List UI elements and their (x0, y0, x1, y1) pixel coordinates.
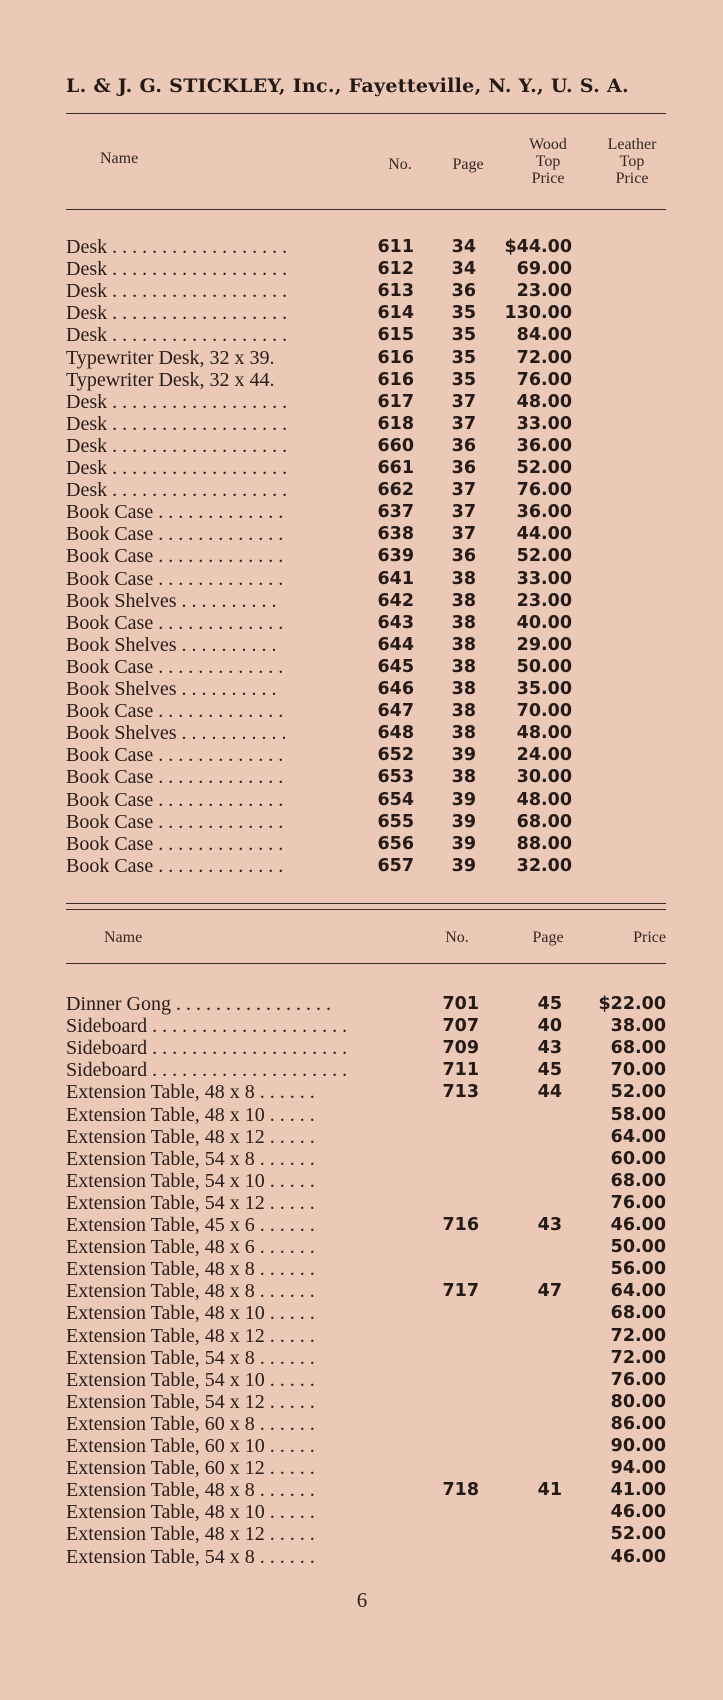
item-name: Extension Table, 48 x 10 . . . . . (66, 1302, 315, 1325)
col-header-price-2: Price (633, 929, 666, 946)
item-number: 638 (377, 524, 414, 545)
item-number: 643 (377, 612, 414, 633)
item-name: Book Shelves . . . . . . . . . . . (66, 722, 287, 745)
item-number: 709 (442, 1038, 479, 1059)
table-row (0, 1479, 723, 1501)
item-name: Book Case . . . . . . . . . . . . . (66, 567, 284, 590)
item-page: 37 (451, 524, 476, 545)
table-row (0, 347, 723, 369)
item-price: $44.00 (504, 237, 572, 257)
table-row (0, 568, 723, 590)
table-row (0, 324, 723, 346)
item-name: Desk . . . . . . . . . . . . . . . . . . (66, 236, 288, 258)
item-number: 641 (377, 568, 414, 589)
item-price: 94.00 (610, 1458, 666, 1479)
item-name: Desk . . . . . . . . . . . . . . . . . . (66, 412, 288, 435)
item-number: 614 (377, 303, 414, 324)
item-price: 40.00 (516, 612, 572, 633)
item-name: Extension Table, 48 x 10 . . . . . (66, 1103, 315, 1126)
item-price: 80.00 (610, 1391, 666, 1412)
table-row (0, 1192, 723, 1214)
item-page: 45 (537, 1060, 562, 1081)
item-number: 616 (377, 369, 414, 390)
item-name: Extension Table, 54 x 8 . . . . . . (66, 1545, 315, 1568)
item-page: 35 (451, 347, 476, 368)
item-price: 46.00 (610, 1502, 666, 1523)
item-number: 615 (377, 325, 414, 346)
table-row (0, 1325, 723, 1347)
item-number: 611 (377, 237, 414, 257)
item-name: Extension Table, 60 x 12 . . . . . (66, 1457, 315, 1480)
item-price: 30.00 (516, 767, 572, 788)
item-name: Desk . . . . . . . . . . . . . . . . . . (66, 390, 288, 413)
item-number: 637 (377, 502, 414, 523)
table-row (0, 1104, 723, 1126)
item-name: Desk . . . . . . . . . . . . . . . . . . (66, 434, 288, 457)
item-name: Extension Table, 48 x 8 . . . . . . (66, 1258, 315, 1281)
item-number: 716 (442, 1215, 479, 1235)
col-header-leather-1: Leather (607, 136, 657, 153)
col-header-no-2: No. (445, 929, 469, 946)
item-name: Extension Table, 48 x 12 . . . . . (66, 1125, 315, 1148)
item-number: 652 (377, 745, 414, 766)
table-row (0, 700, 723, 722)
table-row (0, 1302, 723, 1324)
item-page: 38 (451, 568, 476, 589)
table-row (0, 634, 723, 656)
item-page: 34 (451, 237, 476, 257)
item-page: 35 (451, 303, 476, 324)
item-number: 642 (377, 590, 414, 611)
col-header-name-2: Name (104, 929, 143, 946)
item-page: 39 (451, 811, 476, 832)
item-page: 37 (451, 391, 476, 412)
item-price: 60.00 (610, 1148, 666, 1169)
item-name: Desk . . . . . . . . . . . . . . . . . . (66, 280, 288, 303)
table-row (0, 1015, 723, 1037)
item-page: 36 (451, 546, 476, 567)
item-price: 48.00 (516, 789, 572, 810)
table-row (0, 993, 723, 1015)
item-name: Sideboard . . . . . . . . . . . . . . . . . . . . (66, 1037, 348, 1060)
item-price: 36.00 (516, 502, 572, 523)
item-price: 38.00 (610, 1016, 666, 1037)
item-price: 69.00 (516, 259, 572, 280)
item-page: 38 (451, 634, 476, 655)
table-row (0, 1236, 723, 1258)
section2-header-rule (66, 963, 666, 964)
table-row (0, 811, 723, 833)
col-header-page: Page (452, 156, 484, 173)
table-row (0, 833, 723, 855)
table-row (0, 1081, 723, 1103)
table-row (0, 855, 723, 877)
table-row (0, 1501, 723, 1523)
item-page: 37 (451, 413, 476, 434)
item-price: 84.00 (516, 325, 572, 346)
item-number: 618 (377, 413, 414, 434)
item-name: Typewriter Desk, 32 x 44. (66, 368, 275, 391)
item-page: 38 (451, 656, 476, 677)
table-row (0, 236, 723, 258)
table-row (0, 1214, 723, 1236)
item-name: Extension Table, 54 x 10 . . . . . (66, 1368, 315, 1391)
item-number: 639 (377, 546, 414, 567)
item-price: 46.00 (610, 1215, 666, 1235)
item-price: 52.00 (610, 1524, 666, 1545)
item-name: Extension Table, 54 x 8 . . . . . . (66, 1346, 315, 1369)
item-page: 39 (451, 855, 476, 876)
table-row (0, 413, 723, 435)
item-price: 33.00 (516, 568, 572, 589)
col-header-wood-3: Price (531, 170, 565, 187)
table-row (0, 590, 723, 612)
col-header-leather-2: Top (619, 153, 645, 170)
item-name: Book Case . . . . . . . . . . . . . (66, 766, 284, 789)
table-row (0, 545, 723, 567)
item-page: 38 (451, 679, 476, 699)
item-page: 35 (451, 325, 476, 346)
item-name: Book Shelves . . . . . . . . . . (66, 633, 277, 656)
col-header-wood-1: Wood (529, 136, 567, 153)
item-price: 48.00 (516, 723, 572, 744)
item-price: 29.00 (516, 634, 572, 655)
item-page: 43 (537, 1215, 562, 1235)
item-price: 46.00 (610, 1546, 666, 1567)
item-number: 662 (377, 480, 414, 501)
item-price: 130.00 (504, 303, 572, 324)
item-name: Desk . . . . . . . . . . . . . . . . . . (66, 302, 288, 325)
table-row (0, 391, 723, 413)
col-header-leather-3: Price (615, 170, 649, 187)
item-name: Book Case . . . . . . . . . . . . . (66, 655, 284, 678)
table-row (0, 1059, 723, 1081)
table-row (0, 369, 723, 391)
item-page: 43 (537, 1038, 562, 1059)
table-row (0, 435, 723, 457)
item-page: 38 (451, 612, 476, 633)
item-name: Extension Table, 48 x 8 . . . . . . (66, 1280, 315, 1303)
table-row (0, 1435, 723, 1457)
item-name: Desk . . . . . . . . . . . . . . . . . . (66, 479, 288, 502)
item-number: 653 (377, 767, 414, 788)
item-page: 39 (451, 833, 476, 854)
item-price: 64.00 (610, 1281, 666, 1302)
item-number: 647 (377, 701, 414, 722)
table-row (0, 457, 723, 479)
item-name: Book Case . . . . . . . . . . . . . (66, 832, 284, 855)
table-row (0, 1170, 723, 1192)
item-price: 33.00 (516, 413, 572, 434)
item-number: 713 (442, 1082, 479, 1103)
item-price: 41.00 (610, 1480, 666, 1501)
item-number: 660 (377, 435, 414, 456)
item-price: 35.00 (516, 679, 572, 699)
item-number: 655 (377, 811, 414, 832)
table-row (0, 1258, 723, 1280)
item-page: 37 (451, 480, 476, 501)
item-number: 711 (442, 1060, 479, 1081)
item-number: 645 (377, 656, 414, 677)
item-price: 50.00 (516, 656, 572, 677)
table-row (0, 1148, 723, 1170)
item-number: 646 (377, 679, 414, 699)
item-price: 52.00 (516, 458, 572, 478)
item-price: 76.00 (610, 1369, 666, 1390)
item-price: 70.00 (610, 1060, 666, 1081)
item-name: Book Case . . . . . . . . . . . . . (66, 788, 284, 811)
item-price: 72.00 (610, 1347, 666, 1368)
item-name: Book Case . . . . . . . . . . . . . (66, 501, 284, 524)
item-name: Book Case . . . . . . . . . . . . . (66, 744, 284, 767)
header-rule (66, 113, 666, 114)
item-name: Book Case . . . . . . . . . . . . . (66, 700, 284, 723)
item-name: Desk . . . . . . . . . . . . . . . . . . (66, 457, 288, 479)
col-header-page-2: Page (532, 929, 564, 946)
item-price: 72.00 (516, 347, 572, 368)
table-row (0, 258, 723, 280)
table-row (0, 744, 723, 766)
item-number: 656 (377, 833, 414, 854)
item-price: 50.00 (610, 1237, 666, 1258)
page-number: 6 (356, 1588, 368, 1612)
item-page: 38 (451, 767, 476, 788)
item-price: 64.00 (610, 1126, 666, 1147)
item-name: Book Case . . . . . . . . . . . . . (66, 854, 284, 877)
item-number: 617 (377, 391, 414, 412)
item-number: 707 (442, 1016, 479, 1037)
table-row (0, 678, 723, 700)
table-row (0, 1546, 723, 1568)
item-price: 58.00 (610, 1104, 666, 1125)
table-row (0, 501, 723, 523)
item-number: 718 (442, 1480, 479, 1501)
table-row (0, 1037, 723, 1059)
item-page: 45 (537, 994, 562, 1014)
item-number: 701 (442, 994, 479, 1014)
item-name: Extension Table, 48 x 10 . . . . . (66, 1501, 315, 1524)
item-name: Extension Table, 54 x 8 . . . . . . (66, 1147, 315, 1170)
item-price: 48.00 (516, 391, 572, 412)
table-row (0, 789, 723, 811)
item-name: Extension Table, 48 x 8 . . . . . . (66, 1081, 315, 1104)
item-name: Book Shelves . . . . . . . . . . (66, 678, 277, 700)
item-price: 76.00 (516, 369, 572, 390)
table-row (0, 523, 723, 545)
table-row (0, 1369, 723, 1391)
item-name: Extension Table, 45 x 6 . . . . . . (66, 1214, 315, 1236)
item-price: 23.00 (516, 281, 572, 302)
item-page: 39 (451, 789, 476, 810)
item-price: 86.00 (610, 1413, 666, 1434)
table-row (0, 1347, 723, 1369)
item-price: 68.00 (610, 1170, 666, 1191)
table-row (0, 479, 723, 501)
item-price: 23.00 (516, 590, 572, 611)
section-divider-bottom (66, 909, 666, 910)
item-name: Extension Table, 48 x 6 . . . . . . (66, 1236, 315, 1259)
table-row (0, 766, 723, 788)
item-number: 648 (377, 723, 414, 744)
page-title: L. & J. G. STICKLEY, Inc., Fayetteville, N. Y., U. S. A. (66, 75, 629, 97)
item-price: $22.00 (598, 994, 666, 1014)
item-name: Sideboard . . . . . . . . . . . . . . . . . . . . (66, 1059, 348, 1082)
table-row (0, 722, 723, 744)
table-row (0, 612, 723, 634)
table-row (0, 1280, 723, 1302)
item-name: Book Shelves . . . . . . . . . . (66, 589, 277, 612)
item-name: Dinner Gong . . . . . . . . . . . . . . . . (66, 993, 331, 1015)
item-price: 68.00 (610, 1303, 666, 1324)
item-price: 76.00 (516, 480, 572, 501)
item-number: 657 (377, 855, 414, 876)
item-price: 56.00 (610, 1259, 666, 1280)
col-header-name: Name (100, 150, 139, 167)
item-page: 35 (451, 369, 476, 390)
item-price: 24.00 (516, 745, 572, 766)
table-row (0, 1413, 723, 1435)
item-page: 40 (537, 1016, 562, 1037)
item-number: 654 (377, 789, 414, 810)
table-row (0, 1457, 723, 1479)
item-page: 38 (451, 590, 476, 611)
item-page: 37 (451, 502, 476, 523)
item-price: 32.00 (516, 855, 572, 876)
item-name: Typewriter Desk, 32 x 39. (66, 346, 275, 369)
item-page: 47 (537, 1281, 562, 1302)
item-price: 44.00 (516, 524, 572, 545)
table-row (0, 302, 723, 324)
item-page: 39 (451, 745, 476, 766)
item-name: Extension Table, 54 x 12 . . . . . (66, 1191, 315, 1214)
item-number: 612 (377, 259, 414, 280)
item-price: 72.00 (610, 1325, 666, 1346)
item-page: 36 (451, 458, 476, 478)
item-page: 36 (451, 281, 476, 302)
item-name: Book Case . . . . . . . . . . . . . (66, 611, 284, 634)
item-number: 717 (442, 1281, 479, 1302)
item-name: Desk . . . . . . . . . . . . . . . . . . (66, 324, 288, 347)
item-name: Book Case . . . . . . . . . . . . . (66, 523, 284, 546)
item-price: 90.00 (610, 1436, 666, 1456)
item-name: Desk . . . . . . . . . . . . . . . . . . (66, 258, 288, 281)
item-price: 68.00 (610, 1038, 666, 1059)
item-price: 68.00 (516, 811, 572, 832)
item-name: Extension Table, 60 x 8 . . . . . . (66, 1412, 315, 1435)
item-page: 34 (451, 259, 476, 280)
item-name: Extension Table, 54 x 12 . . . . . (66, 1390, 315, 1413)
item-price: 88.00 (516, 833, 572, 854)
item-name: Extension Table, 60 x 10 . . . . . (66, 1435, 315, 1457)
item-name: Extension Table, 54 x 10 . . . . . (66, 1169, 315, 1192)
item-name: Extension Table, 48 x 8 . . . . . . (66, 1479, 315, 1502)
item-page: 44 (537, 1082, 562, 1103)
section1-header-rule (66, 209, 666, 210)
item-number: 616 (377, 347, 414, 368)
item-number: 613 (377, 281, 414, 302)
section-divider-top (66, 903, 666, 904)
item-name: Book Case . . . . . . . . . . . . . (66, 545, 284, 568)
col-header-no: No. (388, 156, 412, 173)
item-name: Sideboard . . . . . . . . . . . . . . . . . . . . (66, 1015, 348, 1038)
item-page: 38 (451, 701, 476, 722)
table-row (0, 656, 723, 678)
item-number: 644 (377, 634, 414, 655)
item-name: Extension Table, 48 x 12 . . . . . (66, 1523, 315, 1546)
item-price: 76.00 (610, 1192, 666, 1213)
item-page: 41 (537, 1480, 562, 1501)
item-price: 52.00 (516, 546, 572, 567)
item-number: 661 (377, 458, 414, 478)
table-row (0, 1126, 723, 1148)
table-row (0, 280, 723, 302)
item-page: 38 (451, 723, 476, 744)
item-page: 36 (451, 435, 476, 456)
table-row (0, 1523, 723, 1545)
item-price: 52.00 (610, 1082, 666, 1103)
item-name: Book Case . . . . . . . . . . . . . (66, 810, 284, 833)
table-row (0, 1391, 723, 1413)
item-price: 70.00 (516, 701, 572, 722)
item-name: Extension Table, 48 x 12 . . . . . (66, 1324, 315, 1347)
item-price: 36.00 (516, 435, 572, 456)
col-header-wood-2: Top (535, 153, 561, 170)
